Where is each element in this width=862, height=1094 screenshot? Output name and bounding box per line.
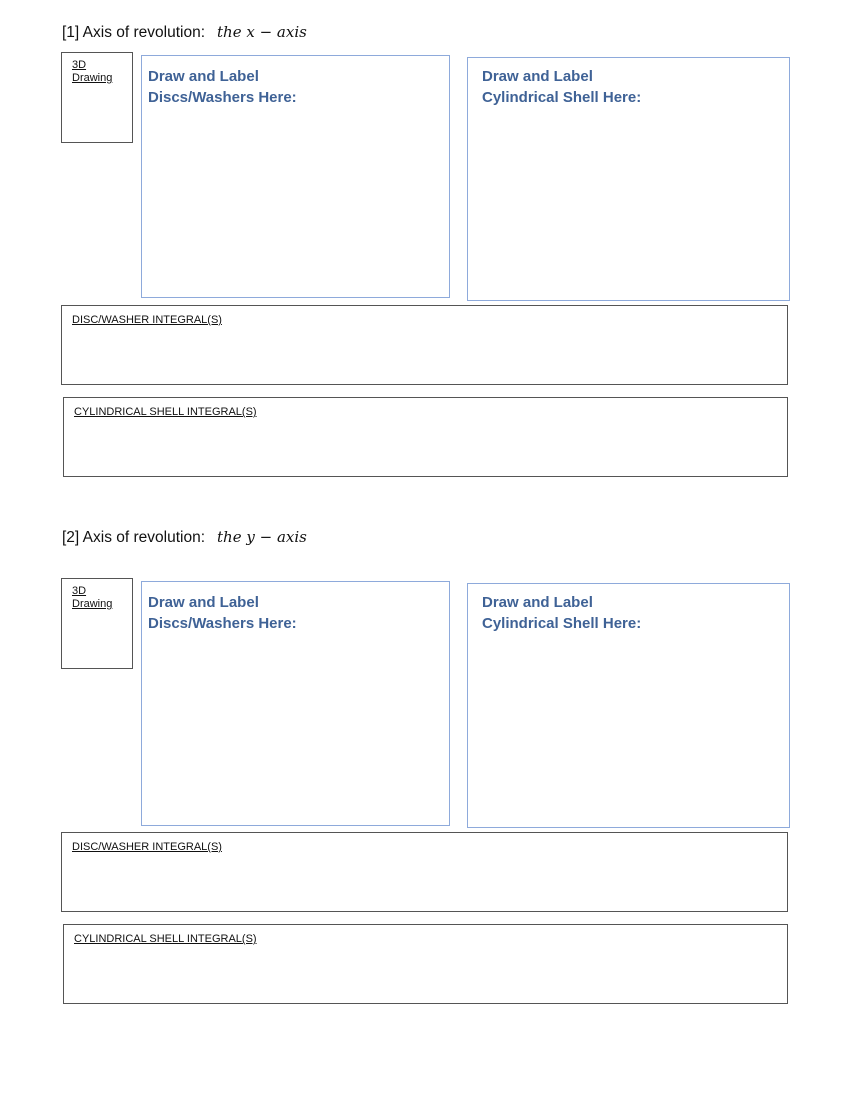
shell-drawing-label: Draw and Label Cylindrical Shell Here: [482,594,642,632]
3d-drawing-label: 3D Drawing [72,59,113,84]
axis-expression: the y − axis [217,528,307,546]
discs-drawing-area[interactable] [141,581,450,826]
disc-integral-label: DISC/WASHER INTEGRAL(S) [72,314,222,326]
section-1-title [62,23,307,42]
3d-drawing-box[interactable] [61,52,133,143]
title-text: [1] Axis of revolution: [62,24,206,41]
shell-integral-label: CYLINDRICAL SHELL INTEGRAL(S) [74,933,257,945]
disc-integral-box[interactable] [61,305,788,385]
shell-drawing-area[interactable] [467,57,790,301]
discs-drawing-label: Draw and Label Discs/Washers Here: [148,68,297,106]
title-text: [2] Axis of revolution: [62,529,206,546]
shell-drawing-area[interactable] [467,583,790,828]
shell-integral-box[interactable] [63,924,788,1004]
disc-integral-label: DISC/WASHER INTEGRAL(S) [72,841,222,853]
shell-integral-label: CYLINDRICAL SHELL INTEGRAL(S) [74,406,257,418]
shell-integral-box[interactable] [63,397,788,477]
shell-drawing-label: Draw and Label Cylindrical Shell Here: [482,68,642,106]
disc-integral-box[interactable] [61,832,788,912]
section-2-title [62,528,307,547]
3d-drawing-label: 3D Drawing [72,585,113,610]
discs-drawing-label: Draw and Label Discs/Washers Here: [148,594,297,632]
discs-drawing-area[interactable] [141,55,450,298]
axis-expression: the x − axis [217,23,307,41]
3d-drawing-box[interactable] [61,578,133,669]
